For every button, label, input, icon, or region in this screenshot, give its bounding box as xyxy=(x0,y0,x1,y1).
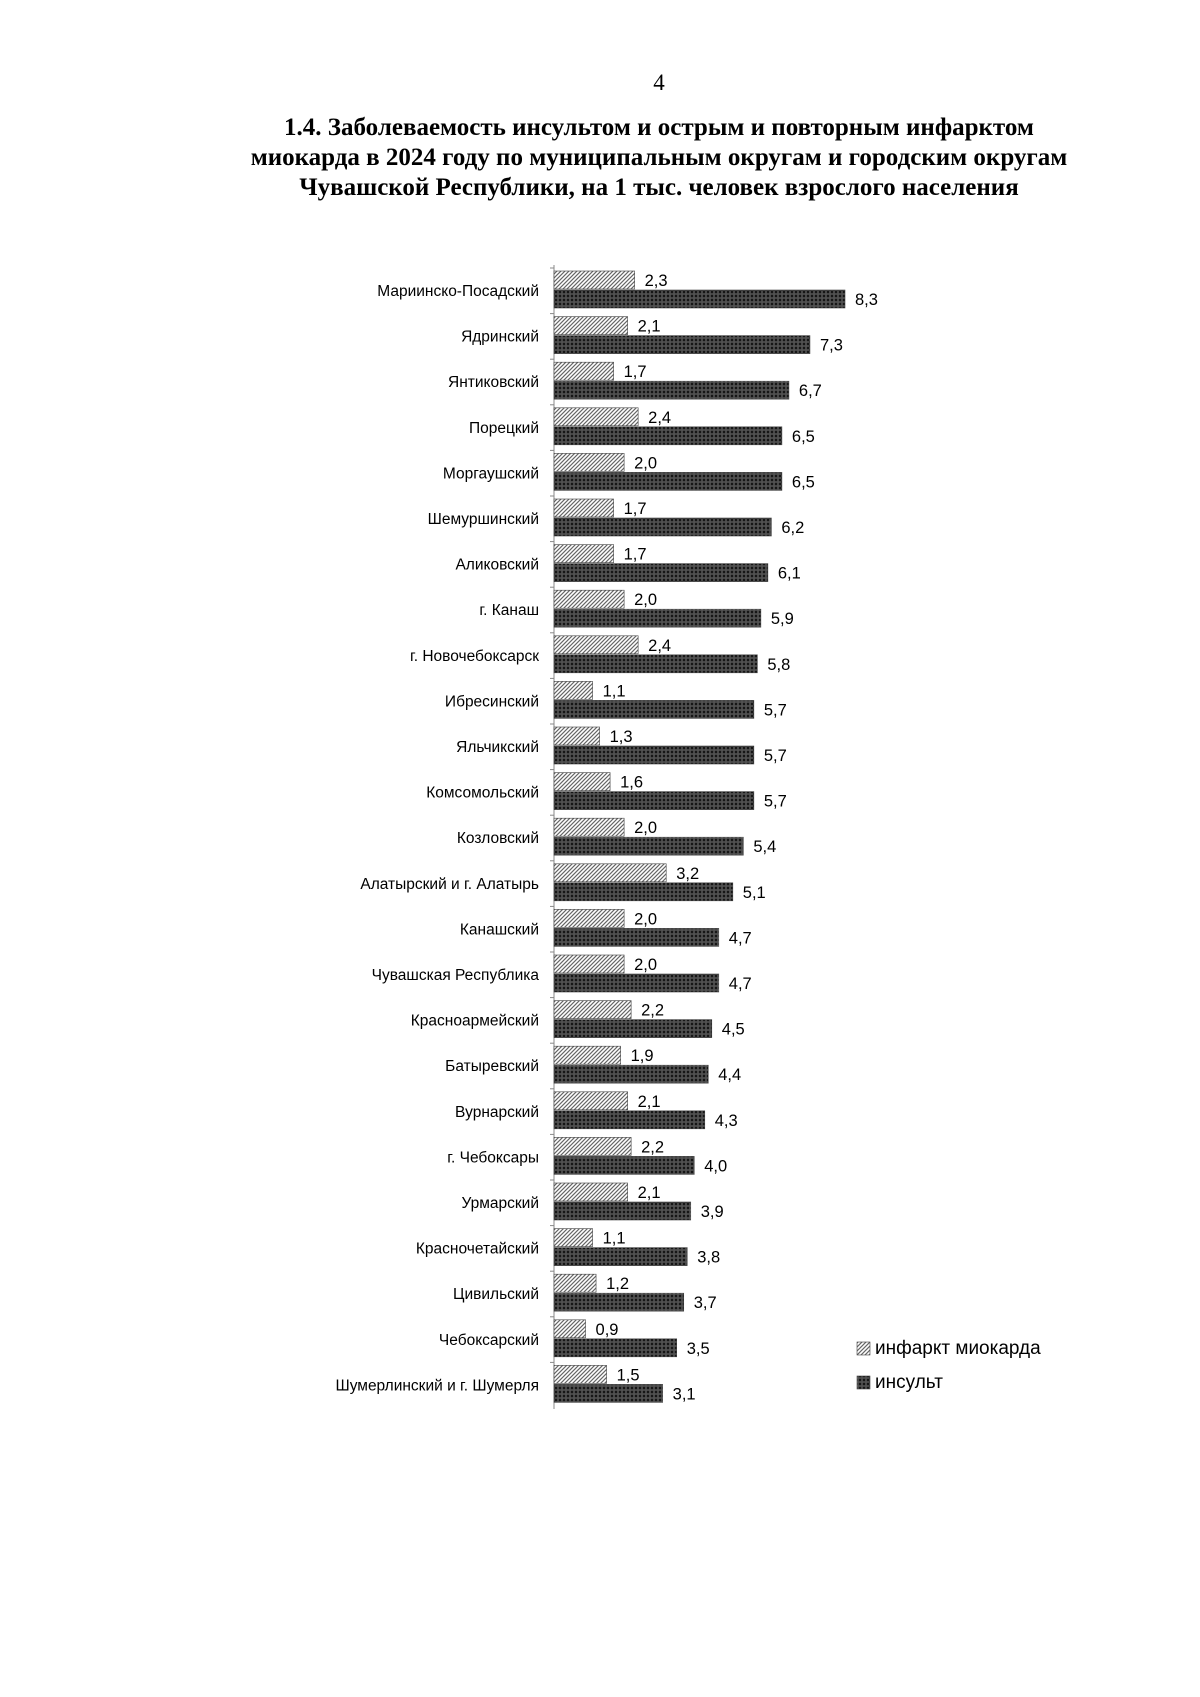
stroke-bar xyxy=(554,746,754,764)
title-line-1: 1.4. Заболеваемость инсультом и острым и повторным инфарктом xyxy=(284,114,1034,141)
infarct-value-label: 1,2 xyxy=(606,1275,630,1294)
category-label: Батыревский xyxy=(445,1058,539,1076)
infarct-bar xyxy=(554,864,666,882)
stroke-value-label: 5,1 xyxy=(742,883,766,902)
infarct-value-label: 1,5 xyxy=(616,1366,640,1385)
stroke-value-label: 5,4 xyxy=(753,838,777,857)
stroke-value-label: 3,9 xyxy=(700,1203,724,1221)
infarct-bar xyxy=(554,1229,593,1247)
infarct-value-label: 2,0 xyxy=(634,956,658,974)
category-label: Алатырский и г. Алатырь xyxy=(360,875,539,893)
stroke-value-label: 6,5 xyxy=(791,427,815,446)
title-line-3: Чувашской Республики, на 1 тыс. человек взрослого населения xyxy=(299,174,1019,201)
infarct-value-label: 2,2 xyxy=(641,1138,665,1157)
category-label: Яльчикский xyxy=(456,739,539,756)
category-label: г. Новочебоксарск xyxy=(409,647,539,665)
stroke-value-label: 8,3 xyxy=(855,291,878,309)
stroke-bar xyxy=(554,1293,684,1311)
stroke-bar xyxy=(554,655,757,673)
stroke-value-label: 5,7 xyxy=(763,701,787,720)
category-label: Ибресинский xyxy=(444,693,539,711)
infarct-value-label: 2,0 xyxy=(634,819,658,838)
stroke-value-label: 4,0 xyxy=(704,1157,728,1176)
infarct-value-label: 1,7 xyxy=(623,363,647,382)
stroke-bar xyxy=(554,974,719,992)
stroke-bar xyxy=(554,1111,705,1129)
stroke-bar xyxy=(554,928,719,946)
stroke-value-label: 4,7 xyxy=(728,929,752,948)
category-label: Цивильский xyxy=(453,1286,539,1304)
infarct-bar xyxy=(554,453,624,471)
legend-infarct-swatch xyxy=(857,1342,870,1355)
category-label: Козловский xyxy=(456,830,539,848)
stroke-bar xyxy=(554,472,782,490)
stroke-value-label: 5,9 xyxy=(770,610,794,629)
category-label: Комсомольский xyxy=(426,784,539,802)
stroke-bar xyxy=(554,1020,712,1038)
legend-stroke-label: инсульт xyxy=(875,1372,943,1393)
infarct-value-label: 1,1 xyxy=(602,1229,626,1248)
stroke-bar xyxy=(554,700,754,718)
stroke-bar xyxy=(554,1065,708,1083)
category-label: Янтиковский xyxy=(448,374,539,392)
category-label: Порецкий xyxy=(469,419,539,437)
stroke-bar xyxy=(554,336,810,354)
infarct-value-label: 2,0 xyxy=(634,910,658,929)
stroke-bar xyxy=(554,792,754,810)
infarct-value-label: 3,2 xyxy=(676,864,700,883)
category-label: Шемуршинский xyxy=(427,511,539,528)
category-label: Урмарский xyxy=(461,1195,539,1212)
infarct-bar xyxy=(554,317,628,335)
infarct-bar xyxy=(554,590,624,608)
legend-stroke-swatch xyxy=(857,1376,870,1389)
infarct-bar xyxy=(554,408,638,426)
legend-infarct-label: инфаркт миокарда xyxy=(875,1338,1041,1359)
infarct-bar xyxy=(554,773,610,791)
stroke-value-label: 5,7 xyxy=(763,747,787,765)
infarct-bar xyxy=(554,1001,631,1019)
stroke-bar xyxy=(554,1156,694,1174)
stroke-value-label: 4,4 xyxy=(718,1066,742,1085)
stroke-value-label: 4,7 xyxy=(728,975,752,993)
category-label: Красноармейский xyxy=(410,1012,539,1030)
stroke-bar xyxy=(554,381,789,399)
infarct-value-label: 1,1 xyxy=(602,682,626,701)
stroke-value-label: 4,5 xyxy=(721,1020,745,1039)
infarct-bar xyxy=(554,909,624,927)
stroke-bar xyxy=(554,1248,687,1266)
infarct-value-label: 2,1 xyxy=(637,1092,661,1111)
category-label: г. Канаш xyxy=(479,602,539,620)
infarct-bar xyxy=(554,727,600,745)
infarct-value-label: 2,1 xyxy=(637,1184,661,1202)
category-label: Шумерлинский и г. Шумерля xyxy=(335,1377,539,1395)
category-label: Красночетайский xyxy=(415,1240,539,1258)
stroke-value-label: 5,7 xyxy=(763,792,787,811)
stroke-value-label: 3,8 xyxy=(697,1248,721,1267)
category-label: Аликовский xyxy=(455,556,539,574)
infarct-value-label: 1,9 xyxy=(630,1047,654,1066)
infarct-bar xyxy=(554,1320,586,1338)
infarct-value-label: 0,9 xyxy=(595,1320,619,1339)
infarct-value-label: 2,0 xyxy=(634,591,658,610)
infarct-bar xyxy=(554,1046,621,1064)
stroke-bar xyxy=(554,883,733,901)
stroke-value-label: 6,1 xyxy=(777,564,801,583)
stroke-bar xyxy=(554,837,743,855)
infarct-bar xyxy=(554,271,635,289)
page-number: 4 xyxy=(653,70,665,95)
infarct-bar xyxy=(554,499,614,517)
category-label: Моргаушский xyxy=(442,465,539,483)
infarct-bar xyxy=(554,1137,631,1155)
category-label: Вурнарский xyxy=(454,1103,539,1121)
infarct-value-label: 1,3 xyxy=(609,728,633,746)
infarct-value-label: 2,1 xyxy=(637,317,661,336)
stroke-bar xyxy=(554,564,768,582)
title-line-2: миокарда в 2024 году по муниципальным округам и городским округам xyxy=(250,144,1068,171)
infarct-value-label: 1,7 xyxy=(623,545,647,564)
infarct-bar xyxy=(554,636,638,654)
category-label: г. Чебоксары xyxy=(447,1149,539,1167)
stroke-bar xyxy=(554,1339,677,1357)
category-label: Ядринский xyxy=(461,328,539,346)
infarct-bar xyxy=(554,955,624,973)
infarct-bar xyxy=(554,362,614,380)
stroke-value-label: 4,3 xyxy=(714,1111,738,1130)
infarct-value-label: 1,7 xyxy=(623,500,647,518)
category-label: Чувашская Республика xyxy=(371,967,539,984)
plot-area xyxy=(336,265,878,1409)
stroke-value-label: 6,5 xyxy=(791,473,815,492)
stroke-value-label: 6,2 xyxy=(781,519,805,537)
stroke-value-label: 7,3 xyxy=(819,336,843,355)
stroke-bar xyxy=(554,290,845,308)
infarct-value-label: 2,4 xyxy=(648,408,672,427)
stroke-bar xyxy=(554,518,771,536)
stroke-bar xyxy=(554,1202,691,1220)
infarct-value-label: 2,2 xyxy=(641,1001,665,1020)
infarct-value-label: 2,4 xyxy=(648,636,672,655)
stroke-value-label: 3,1 xyxy=(672,1385,696,1404)
category-label: Мариинско-Посадский xyxy=(377,283,539,300)
infarct-bar xyxy=(554,681,593,699)
category-label: Канашский xyxy=(459,921,539,939)
infarct-bar xyxy=(554,1092,628,1110)
stroke-value-label: 5,8 xyxy=(767,655,791,674)
stroke-value-label: 3,5 xyxy=(686,1339,710,1358)
stroke-value-label: 6,7 xyxy=(798,382,822,401)
category-label: Чебоксарский xyxy=(438,1331,539,1349)
infarct-bar xyxy=(554,818,624,836)
legend xyxy=(857,1338,1041,1393)
infarct-value-label: 2,0 xyxy=(634,454,658,473)
infarct-bar xyxy=(554,1365,607,1383)
stroke-bar xyxy=(554,1384,663,1402)
infarct-bar xyxy=(554,1274,596,1292)
infarct-bar xyxy=(554,545,614,563)
stroke-bar xyxy=(554,427,782,445)
infarct-value-label: 1,6 xyxy=(620,773,644,792)
stroke-value-label: 3,7 xyxy=(693,1294,717,1313)
infarct-value-label: 2,3 xyxy=(644,272,668,290)
stroke-bar xyxy=(554,609,761,627)
infarct-bar xyxy=(554,1183,628,1201)
